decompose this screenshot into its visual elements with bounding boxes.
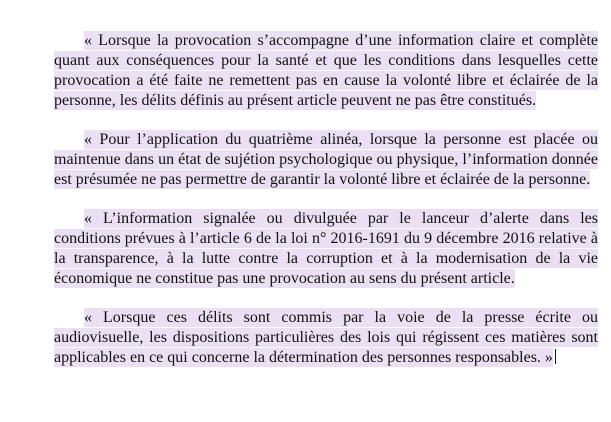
highlighted-text: « Lorsque ces délits sont commis par la voie de la presse écrite ou audiovisuelle, les dispositions particulières des lois qui régissent ces matières sont applicables en ce qui concerne la détermination des personnes responsables. » bbox=[54, 309, 598, 366]
document-body bbox=[54, 31, 598, 387]
paragraph-presse bbox=[54, 308, 598, 368]
paragraph-lanceur-alerte bbox=[54, 209, 598, 289]
highlighted-text: « L’information signalée ou divulguée par le lanceur d’alerte dans les conditions prévues à l’article 6 de la loi n° 2016-1691 du 9 décembre 2016 relative à la transparence, à la lutte contre la corruption et à la modernisation de la vie économique ne constitue pas une provocation au sens du présent article. bbox=[54, 210, 598, 287]
paragraph-provocation-information bbox=[54, 31, 598, 111]
paragraph-sujetion bbox=[54, 130, 598, 190]
text-cursor bbox=[555, 349, 556, 364]
highlighted-text: « Lorsque la provocation s’accompagne d’une information claire et complète quant aux conséquences pour la santé et que les conditions dans lesquelles cette provocation a été faite ne remettent pas en cause la volonté libre et éclairée de la personne, les délits définis au présent article peuvent ne pas être constitués. bbox=[54, 32, 598, 109]
highlighted-text: « Pour l’application du quatrième alinéa, lorsque la personne est placée ou maintenue dans un état de sujétion psychologique ou physique, l’information donnée est présumée ne pas permettre de garantir la volonté libre et éclairée de la personne. bbox=[54, 131, 598, 188]
